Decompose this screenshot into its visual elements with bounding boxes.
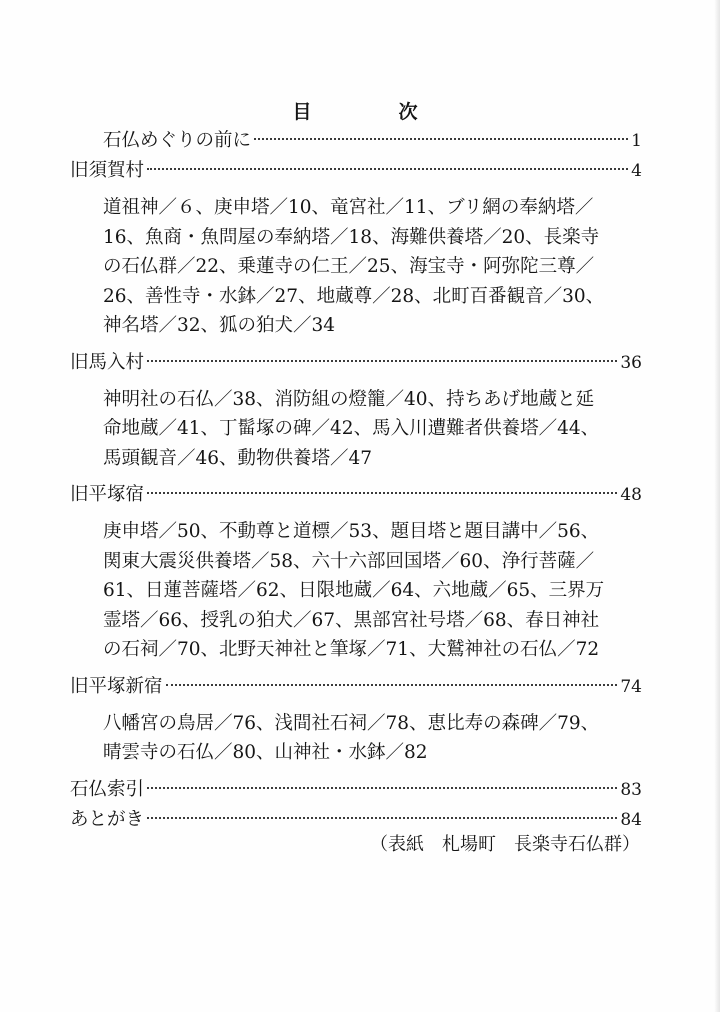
- toc-entry-label: あとがき: [70, 808, 145, 830]
- dot-leader: [254, 138, 628, 140]
- toc-section-hiratsuka-juku[interactable]: [70, 480, 642, 510]
- detail-line: 霊塔／66、授乳の狛犬／67、黒部宮社号塔／68、春日神社: [103, 609, 600, 631]
- toc-section-label: 旧須賀村: [70, 160, 145, 181]
- toc-entry-intro[interactable]: [70, 126, 642, 156]
- detail-line: 26、善性寺・水鉢／27、地蔵尊／28、北町百番観音／30、: [103, 285, 605, 307]
- dot-leader: [166, 684, 618, 686]
- toc-page-number: 4: [631, 161, 642, 181]
- toc-section-label: 旧馬入村: [70, 351, 145, 373]
- dot-leader: [147, 168, 628, 170]
- dot-leader: [147, 492, 617, 494]
- detail-line: 馬頭観音／46、動物供養塔／47: [103, 447, 373, 469]
- toc-page-number: 36: [620, 352, 642, 373]
- detail-line: 八幡宮の鳥居／76、浅間社石祠／78、恵比寿の森碑／79、: [103, 712, 600, 734]
- toc-entry-index[interactable]: [70, 775, 642, 805]
- toc-entry-label: 石仏索引: [70, 778, 145, 800]
- toc-section-suga[interactable]: [70, 156, 642, 186]
- toc-section-label: 旧平塚宿: [70, 484, 145, 505]
- scan-edge-shadow: [714, 0, 720, 1012]
- detail-line: の石仏群／22、乗蓮寺の仁王／25、海宝寺・阿弥陀三尊／: [103, 256, 595, 277]
- toc-entry-label: 石仏めぐりの前に: [103, 130, 252, 151]
- detail-line: 神明社の石仏／38、消防組の燈籠／40、持ちあげ地蔵と延: [103, 388, 595, 410]
- table-of-contents: [70, 126, 642, 835]
- detail-line: の石祠／70、北野天神社と筆塚／71、大鷲神社の石仏／72: [103, 639, 600, 660]
- detail-line: 道祖神／６、庚申塔／10、竜宮社／11、ブリ網の奉納塔／: [103, 197, 594, 218]
- toc-page-number: 48: [620, 485, 642, 505]
- detail-line: 庚申塔／50、不動尊と道標／53、題目塔と題目講中／56、: [103, 521, 600, 542]
- toc-page-number: 74: [620, 676, 642, 697]
- toc-page-number: 83: [620, 779, 642, 800]
- toc-page-number: 84: [620, 809, 642, 830]
- toc-section-details: [70, 709, 642, 768]
- toc-section-label: 旧平塚新宿: [70, 675, 163, 697]
- toc-section-details: [70, 193, 642, 341]
- detail-line: 神名塔／32、狐の狛犬／34: [103, 315, 336, 336]
- toc-section-banyu[interactable]: [70, 348, 642, 378]
- detail-line: 61、日蓮菩薩塔／62、日限地蔵／64、六地蔵／65、三界万: [103, 580, 605, 601]
- dot-leader: [147, 360, 617, 362]
- detail-line: 関東大震災供養塔／58、六十六部回国塔／60、浄行菩薩／: [103, 550, 595, 572]
- detail-line: 命地蔵／41、丁髷塚の碑／42、馬入川遭難者供養塔／44、: [103, 418, 600, 439]
- detail-line: 16、魚商・魚問屋の奉納塔／18、海難供養塔／20、長楽寺: [103, 226, 600, 248]
- toc-section-details: [70, 517, 642, 665]
- dot-leader: [147, 817, 617, 819]
- toc-page-number: 1: [631, 131, 642, 151]
- page-title: 目 次: [292, 101, 452, 123]
- toc-section-hiratsuka-shinjuku[interactable]: [70, 672, 642, 702]
- detail-line: 晴雲寺の石仏／80、山神社・水鉢／82: [103, 742, 428, 763]
- dot-leader: [147, 787, 617, 789]
- toc-section-details: [70, 385, 642, 474]
- cover-caption: （表紙 札場町 長楽寺石仏群）: [370, 834, 640, 855]
